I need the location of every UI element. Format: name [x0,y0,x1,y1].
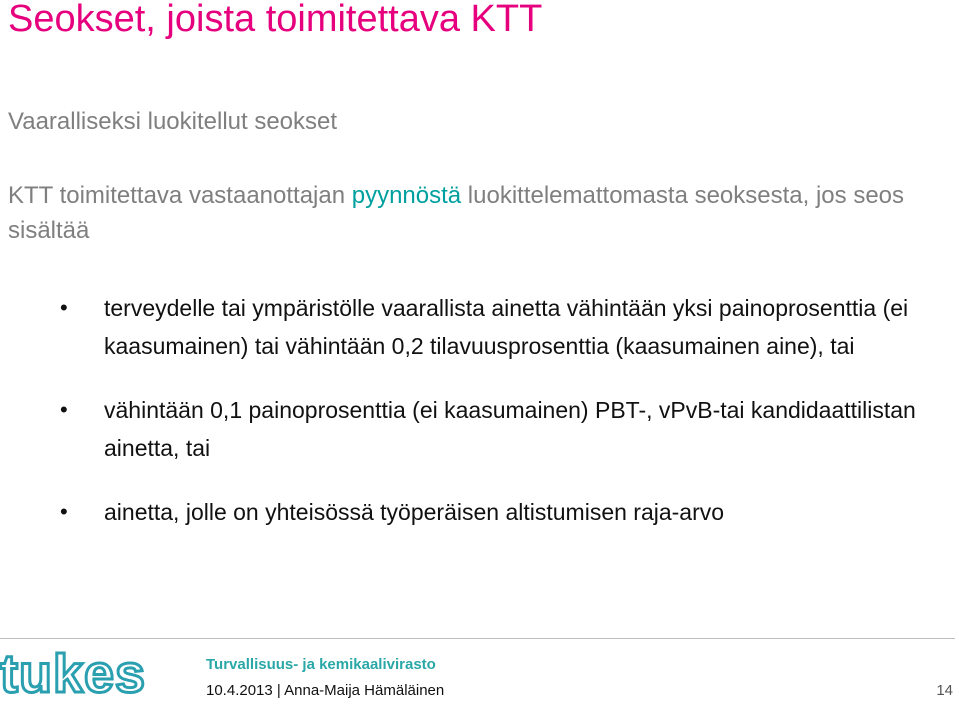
slide-subtitle: Vaaralliseksi luokitellut seokset [8,108,338,135]
intro-text [8,178,908,248]
intro-part-1: KTT toimitettava vastaanottajan [8,182,352,209]
tukes-logo [0,646,150,702]
bullet-text-3: ainetta, jolle on yhteisössä työperäisen altistumisen raja-arvo [104,499,725,525]
bullet-item-1 [60,289,950,365]
page-number: 14 [936,682,953,699]
agency-name: Turvallisuus- ja kemikaalivirasto [206,656,436,673]
footer-separator: | [272,682,285,699]
bullet-item-2 [60,391,950,467]
bullet-dot-icon: • [60,499,68,524]
bullet-list [60,289,950,557]
bullet-text-1: terveydelle tai ympäristölle vaarallista ainetta vähintään yksi painoprosenttia (ei kaasumainen) tai vähintään 0,2 tilavuusprosenttia (kaasumainen aine), tai [104,295,909,359]
footer-meta [206,682,444,699]
logo-text: tukes [0,646,147,702]
slide-title: Seokset, joista toimitettava KTT [8,0,543,40]
bullet-text-2: vähintään 0,1 painoprosenttia (ei kaasumainen) PBT-, vPvB-tai kandidaattilistan ainetta, tai [104,397,916,461]
bullet-dot-icon: • [60,295,68,320]
intro-highlight: pyynnöstä [351,182,462,209]
footer-date: 10.4.2013 [206,682,273,699]
bullet-dot-icon: • [60,397,68,422]
footer-author: Anna-Maija Hämäläinen [284,682,445,699]
intro-part-2: luokittelemattomasta seoksesta, jos seos sisältää [8,182,905,244]
footer-divider [0,638,955,639]
bullet-item-3 [60,493,950,531]
